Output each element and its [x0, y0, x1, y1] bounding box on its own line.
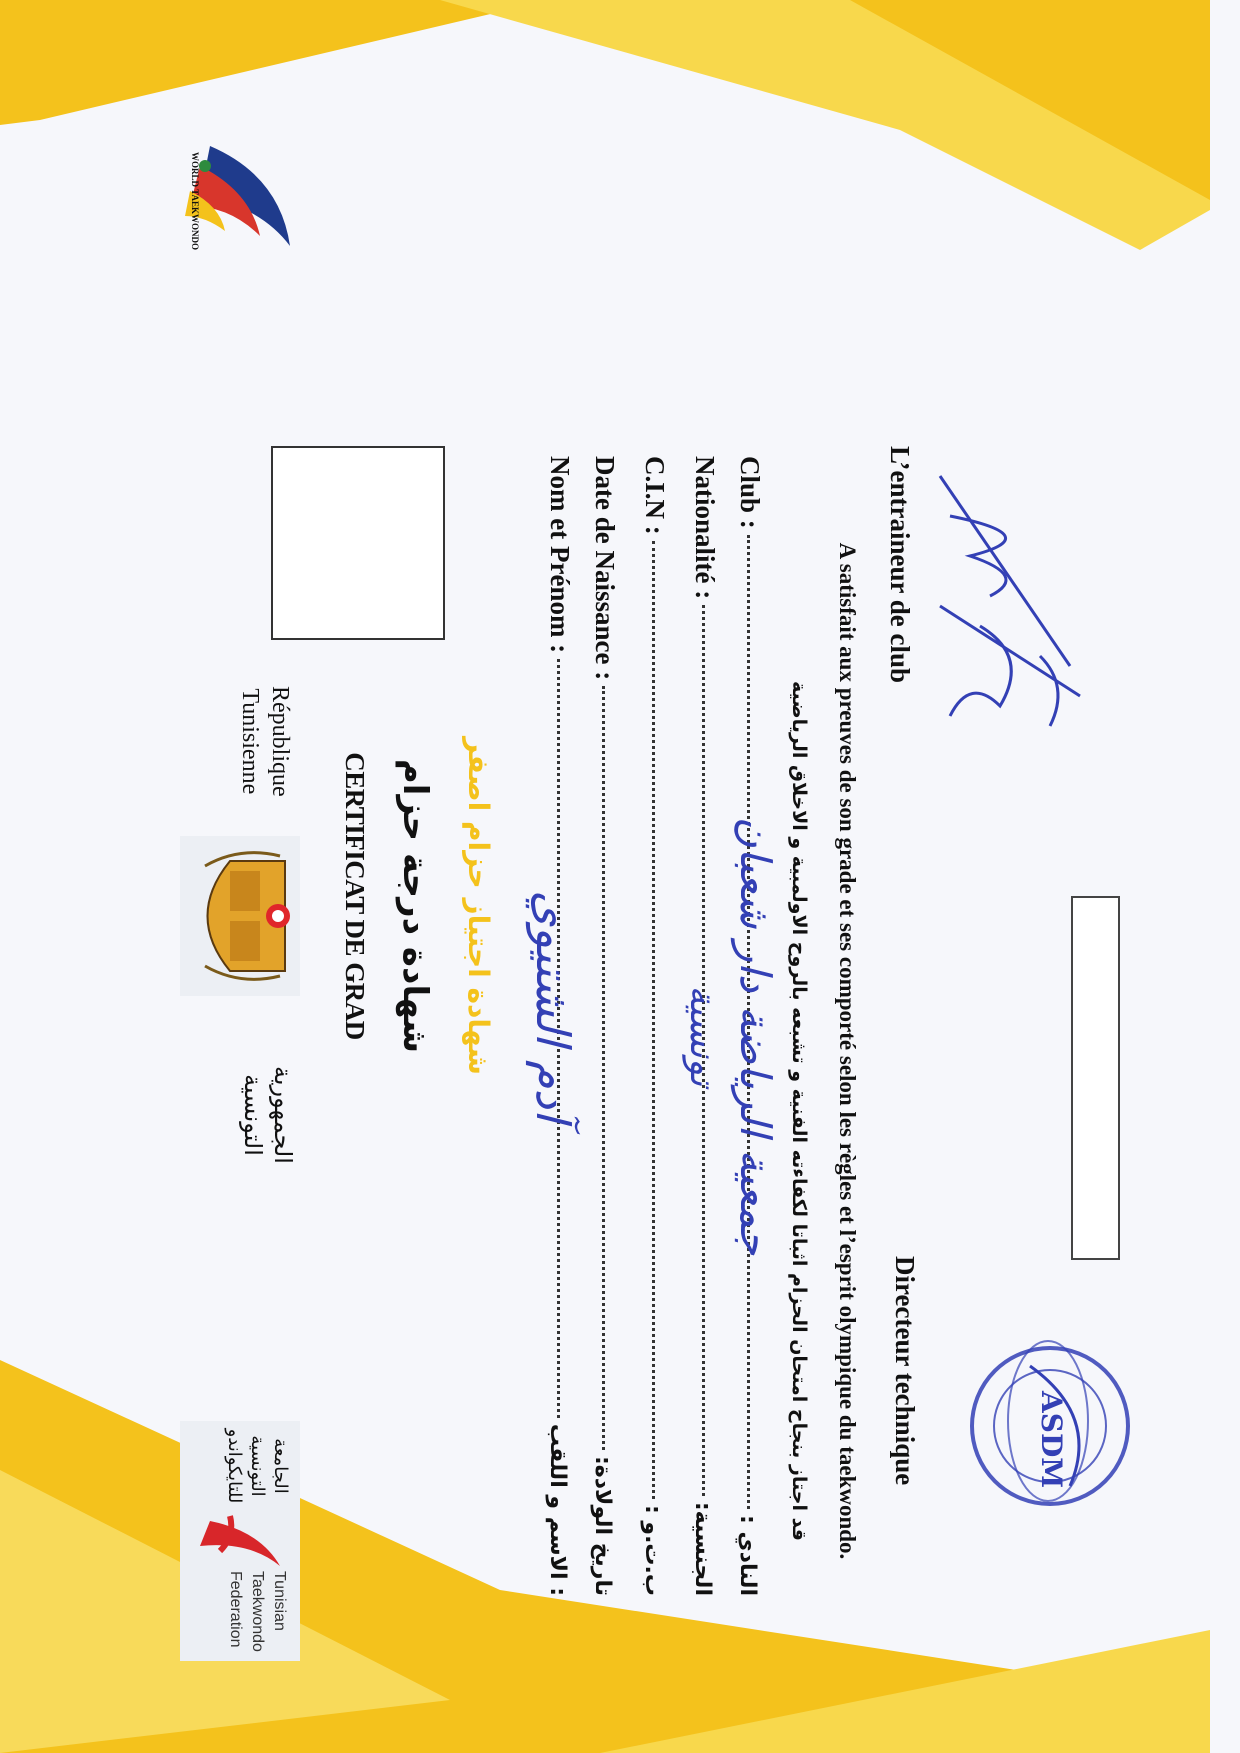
title-ar: شهادة درجة حزام — [395, 758, 435, 1054]
field-cin-label-fr: C.I.N : — [640, 456, 670, 535]
federation-ar — [223, 1426, 292, 1506]
federation-logo — [180, 1421, 300, 1661]
field-birthdate-label-fr: Date de Naissance : — [590, 456, 620, 681]
republic-ar-line1: الجمهورية — [269, 1066, 297, 1164]
field-name-label-ar: : الاسم و اللقب — [545, 1423, 570, 1596]
republic-fr-line1: République — [267, 686, 293, 797]
coat-of-arms-icon — [180, 836, 300, 996]
republic-ar-line2: التونسية — [239, 1074, 267, 1156]
certificate-content — [80, 76, 1160, 1676]
field-nationality-value: تونسية — [682, 985, 723, 1087]
statement-fr: A satisfait aux preuves de son grade et ses comporté selon les règles et l’esprit olympique du taekwondo. — [835, 542, 860, 1560]
federation-ar-line2: التونسية — [247, 1435, 268, 1497]
federation-en-line1: Tunisian — [271, 1571, 288, 1631]
republic-ar — [238, 1066, 298, 1164]
title-fr: CERTIFICAT DE GRAD — [340, 752, 370, 1040]
photo-box — [271, 446, 445, 640]
field-birthdate-dots — [602, 686, 605, 1450]
world-taekwondo-logo — [180, 136, 300, 266]
federation-en-line3: Federation — [227, 1571, 244, 1648]
federation-en — [224, 1571, 290, 1652]
field-birthdate-label-ar: تاريخ الولادة: — [590, 1455, 615, 1596]
federation-ar-line1: الجامعة — [270, 1438, 291, 1494]
stamp-text: ASDM — [1035, 1391, 1068, 1489]
field-club-value: جمعية الرياضة دار شعبان — [731, 816, 780, 1256]
statement-ar: قد اجتاز بنجاح امتحان الحزام اثباتا لكفاءته الفنية و تشبعه بالروح الاولمبية و الاخلاق الرياضية — [788, 680, 810, 1541]
coach-signature-icon — [920, 456, 1090, 756]
field-nationality-label-ar: الجنسية: — [690, 1501, 715, 1596]
subtitle-ar: شهادة اجتياز حزام اصفر — [462, 737, 495, 1075]
field-name-label-fr: Nom et Prénom : — [545, 456, 575, 654]
field-name-value: آدم الشتيوي — [526, 890, 580, 1122]
coat-of-arms — [180, 836, 300, 996]
field-cin — [639, 456, 670, 1596]
club-stamp — [960, 1326, 1140, 1526]
republic-fr — [235, 686, 295, 797]
republic-fr-line2: Tunisienne — [237, 688, 263, 795]
field-cin-label-ar: ب.ت.و : — [640, 1504, 665, 1596]
field-nationality-label-fr: Nationalité : — [690, 456, 720, 600]
field-birthdate — [589, 456, 620, 1596]
coach-label: L’entraineur de club — [885, 446, 915, 684]
federation-emblem-icon — [190, 1511, 290, 1571]
wt-logo-text: WORLD TAEKWONDO — [190, 152, 200, 250]
director-label: Directeur technique — [890, 1256, 920, 1486]
grade-blank-box — [1071, 896, 1120, 1260]
field-club-label-ar: النادي : — [735, 1515, 760, 1596]
field-cin-dots — [652, 541, 655, 1499]
field-club-label-fr: Club : — [735, 456, 765, 529]
federation-ar-line3: للتايكواندو — [224, 1428, 245, 1504]
federation-en-line2: Taekwondo — [249, 1571, 266, 1652]
